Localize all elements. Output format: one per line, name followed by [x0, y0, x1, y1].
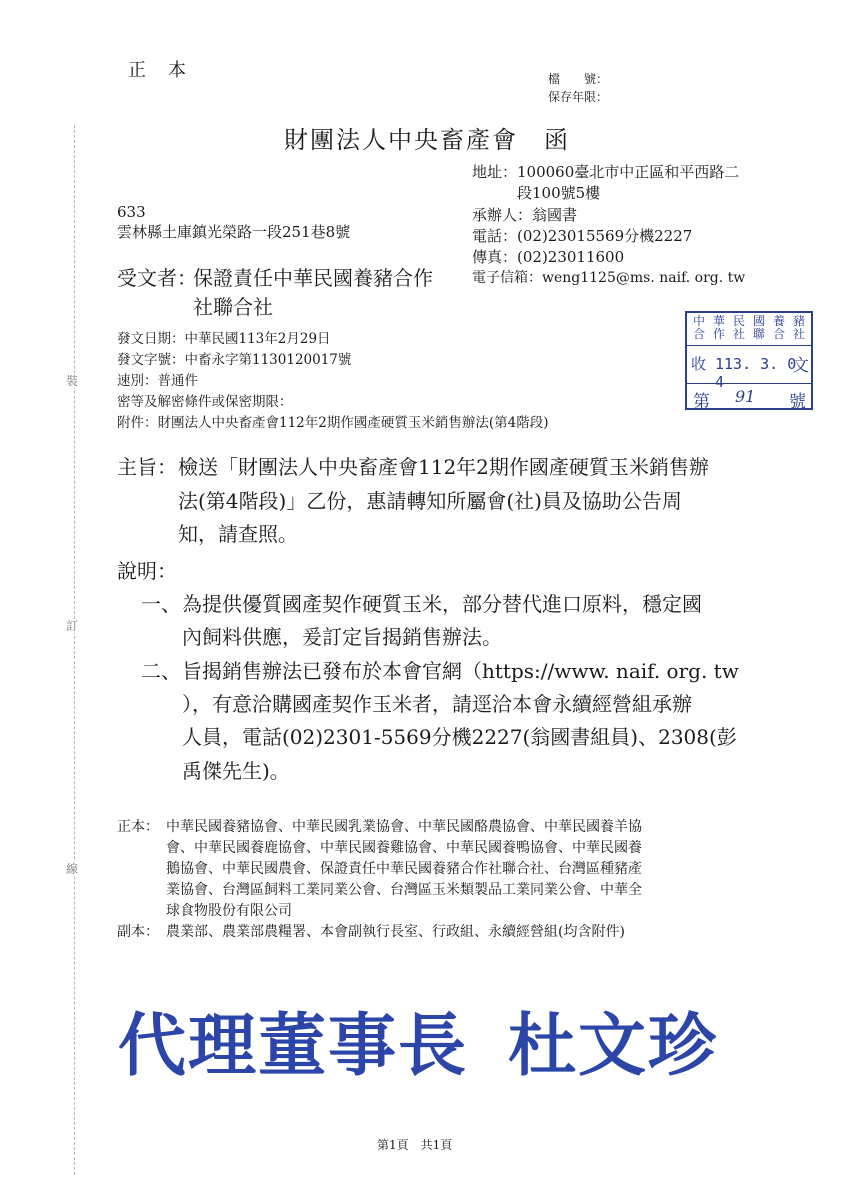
stamp-received-char: 收	[691, 355, 707, 373]
explanation-item2-number: 二、	[141, 659, 181, 683]
signature-name: 杜文珍	[508, 1007, 719, 1086]
fax: 傳真：(02)23011600	[472, 248, 625, 266]
stamp-org-char-6: 豬社	[792, 314, 805, 341]
recipient-zip: 633	[117, 203, 146, 221]
binding-line	[74, 125, 75, 1175]
stamp-org-char-1: 中合	[692, 314, 705, 341]
explanation-item2-line3: 人員，電話(02)2301-5569分機2227(翁國書組員)、2308(彭	[182, 725, 737, 749]
delivery-speed: 速別：普通件	[117, 373, 198, 389]
file-no-label: 檔 號：	[548, 72, 609, 86]
subject-line2: 法(第4階段)」乙份，惠請轉知所屬會(社)員及協助公告周	[178, 489, 682, 513]
sender-address-line1: 地址：100060臺北市中正區和平西路二	[472, 163, 740, 181]
explanation-label: 說明：	[117, 559, 177, 583]
secrecy-level: 密等及解密條件或保密期限：	[117, 394, 293, 410]
explanation-item1-line1: 為提供優質國產契作硬質玉米，部分替代進口原料，穩定國	[182, 592, 702, 616]
explanation-item2-line2: ），有意洽購國產契作玉米者，請逕洽本會永續經營組承辦	[182, 692, 692, 716]
binding-mark-ding: 訂	[66, 619, 79, 633]
original-copy-label: 正 本	[128, 60, 188, 81]
explanation-item1-number: 一、	[141, 592, 181, 616]
stamp-org-char-5: 養合	[772, 314, 785, 341]
stamp-date: 113. 3. 0 4	[715, 355, 797, 391]
stamp-number: 91	[735, 387, 756, 406]
explanation-item1-line2: 內飼料供應，爰訂定旨揭銷售辦法。	[182, 625, 502, 649]
signature-stamp	[118, 992, 718, 1089]
copy-recipients-label: 副本：	[117, 924, 159, 940]
stamp-hao-char: 號	[789, 392, 806, 412]
recipient-name-line2: 社聯合社	[193, 295, 273, 319]
received-stamp	[685, 311, 813, 410]
handler: 承辦人：翁國書	[472, 206, 578, 224]
recipient-address: 雲林縣土庫鎮光榮路一段251巷8號	[117, 223, 351, 241]
recipient-label: 受文者：	[117, 266, 197, 290]
explanation-item2-line1: 旨揭銷售辦法已發布於本會官網（https://www. naif. org. tw	[182, 659, 739, 683]
page-info: 第1頁 共1頁	[377, 1138, 453, 1152]
main-recipients-line2: 會、中華民國養鹿協會、中華民國養雞協會、中華民國養鴨協會、中華民國養	[166, 840, 642, 856]
stamp-org-char-2: 華作	[712, 314, 725, 341]
main-recipients-label: 正本：	[117, 819, 159, 835]
issue-number: 發文字號：中畜永字第1130120017號	[117, 352, 352, 368]
subject-line3: 知，請查照。	[178, 522, 298, 546]
issue-date: 發文日期：中華民國113年2月29日	[117, 331, 331, 347]
recipient-name-line1: 保證責任中華民國養豬合作	[193, 266, 433, 290]
attachment: 附件：財團法人中央畜產會112年2期作國產硬質玉米銷售辦法(第4階段)	[117, 415, 549, 431]
main-recipients-line1: 中華民國養豬協會、中華民國乳業協會、中華民國酪農協會、中華民國養羊協	[166, 819, 642, 835]
main-recipients-line4: 業協會、台灣區飼料工業同業公會、台灣區玉米類製品工業同業公會、中華全	[166, 882, 642, 898]
main-recipients-line3: 鵝協會、中華民國農會、保證責任中華民國養豬合作社聯合社、台灣區種豬產	[166, 861, 642, 877]
subject-line1: 檢送「財團法人中央畜產會112年2期作國產硬質玉米銷售辦	[178, 455, 709, 479]
sender-address-line2: 段100號5樓	[517, 184, 601, 202]
explanation-item2-line4: 禹傑先生)。	[182, 759, 290, 783]
stamp-org-char-3: 民社	[732, 314, 745, 341]
phone: 電話：(02)23015569分機2227	[472, 227, 693, 245]
signature-title: 代理董事長	[118, 1007, 469, 1086]
stamp-di-char: 第	[693, 392, 710, 412]
retention-label: 保存年限：	[548, 90, 609, 104]
stamp-org-char-4: 國聯	[752, 314, 765, 341]
email: 電子信箱：weng1125@ms. naif. org. tw	[472, 270, 746, 286]
stamp-doc-char: 文	[792, 356, 809, 376]
document-title: 財團法人中央畜產會 函	[284, 126, 570, 154]
subject-label: 主旨：	[117, 455, 177, 479]
copy-recipients-line1: 農業部、農業部農糧署、本會副執行長室、行政組、永續經營組(均含附件)	[166, 924, 625, 940]
binding-mark-zhuang: 裝	[66, 374, 79, 388]
binding-mark-xian: 線	[66, 862, 79, 876]
main-recipients-line5: 球食物股份有限公司	[166, 903, 292, 919]
